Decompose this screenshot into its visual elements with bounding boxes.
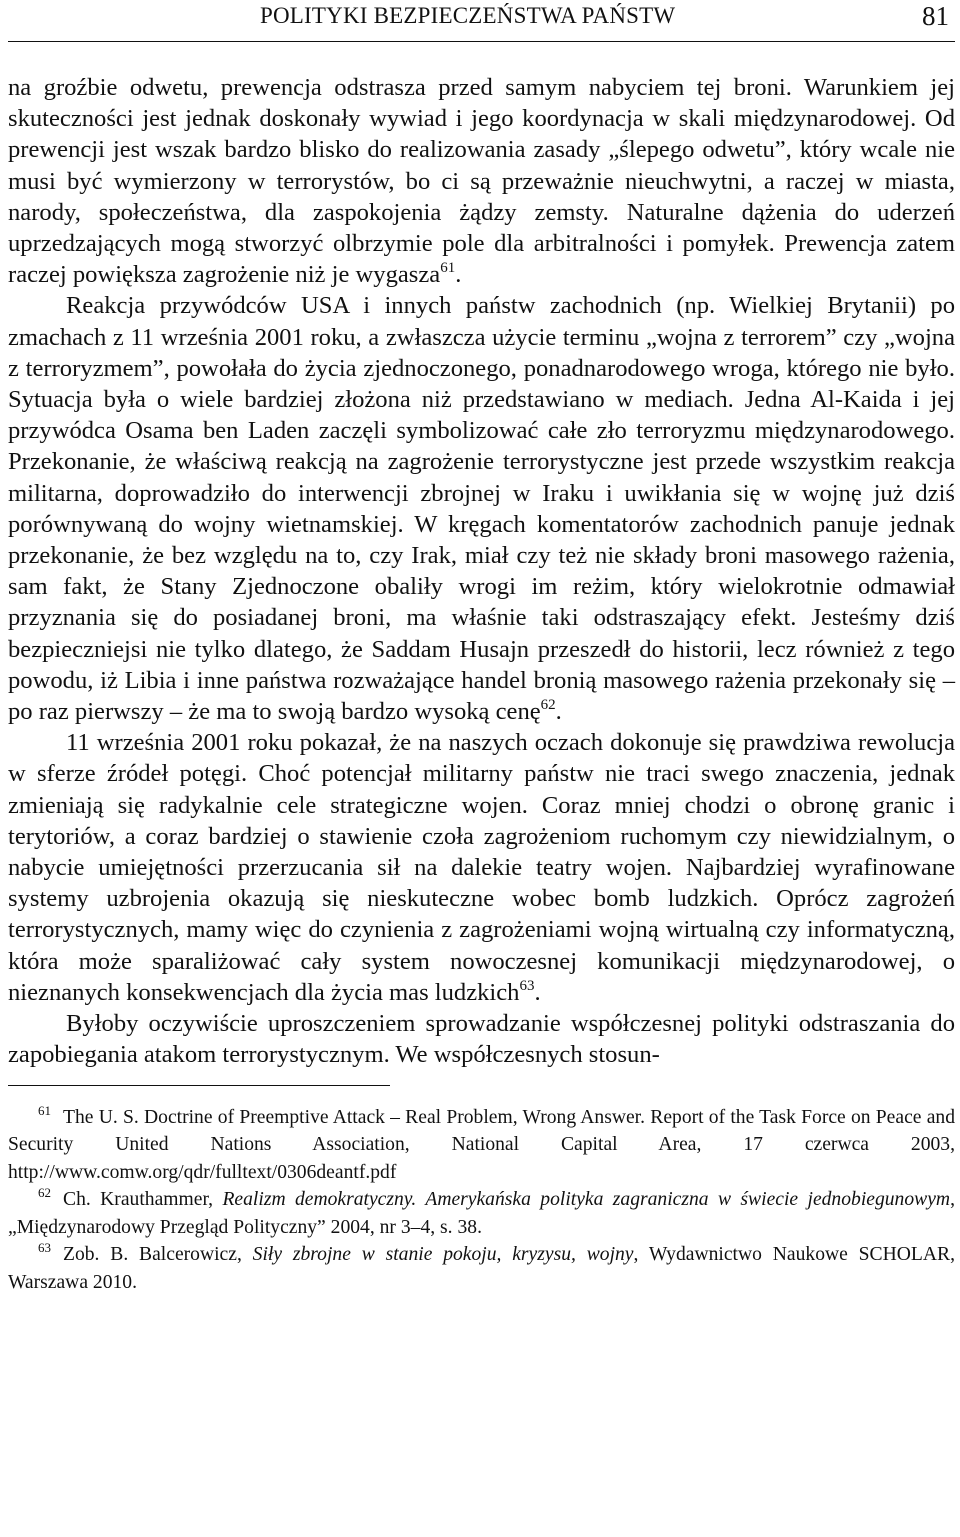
- footnote-author: Zob. B. Balcerowicz,: [63, 1244, 242, 1266]
- footnote-author: Ch. Krauthammer,: [63, 1189, 214, 1211]
- paragraph-text: 11 września 2001 roku pokazał, że na naszych oczach dokonuje się prawdziwa rewolucja w sferze źródeł potęgi. Choć potencjał militarny państw nie traci swego znaczenia, jednak zmieniają się radykalnie cele strategiczne wojen. Coraz mniej chodzi o obronę granic i terytoriów, a coraz bardziej o stawienie czoła zagrożeniom ruchomym czy niewidzialnym, o nabycie umiejętności przerzucania sił na dalekie teatry wojen. Najbardziej wyrafinowane systemy uzbrojenia okazują się nieskuteczne wobec bomb ludzkich. Oprócz zagrożeń terrorystycznych, mamy więc do czynienia z zagrożeniami wojną wirtualną czy informatyczną, która może sparaliżować cały system nowoczesnej komunikacji międzynarodowej, o nieznanych konsekwencjach dla życia mas ludzkich: [8, 729, 955, 1006]
- paragraph-1: [8, 72, 955, 290]
- footnote-text: The U. S. Doctrine of Preemptive Attack – Real Problem, Wrong Answer. Report of the Task Force on Peace and Security United Nations Association, National Capital Area, 17 czerwca 2003, http://www.comw.org/qdr/fulltext/0306deantf.pdf: [8, 1106, 955, 1183]
- footnote-ref-62[interactable]: 62: [540, 697, 556, 714]
- footnote-number: 61: [38, 1102, 51, 1118]
- book-page: [8, 0, 955, 1537]
- footnote-rest: , „Międzynarodowy Przegląd Polityczny” 2004, nr 3–4, s. 38.: [8, 1189, 955, 1238]
- footnote-ref-63[interactable]: 63: [519, 977, 535, 994]
- running-title: POLITYKI BEZPIECZEŃSTWA PAŃSTW: [260, 3, 676, 28]
- footnote-62: [8, 1186, 955, 1241]
- paragraph-2: [8, 290, 955, 727]
- page-number: 81: [922, 1, 949, 31]
- paragraph-text: na groźbie odwetu, prewencja odstrasza przed samym nabyciem tej broni. Warunkiem jej skuteczności jest jednak doskonały wywiad i jego koordynacja w skali międzynarodowej. Od prewencji jest wszak bardzo blisko do realizowania zasady „ślepego odwetu”, który wcale nie musi być wymierzony w terrorystów, bo ci są przeważnie nieuchwytni, a raczej w miasta, narody, społeczeństwa, dla zaspokojenia żądzy zemsty. Naturalne dążenia do uderzeń uprzedzających mogą stworzyć olbrzymie pole dla arbitralności i pomyłek. Prewencja zatem raczej powiększa zagrożenie niż je wygasza: [8, 74, 955, 289]
- footnote-title: Siły zbrojne w stanie pokoju, kryzysu, wojny: [252, 1244, 634, 1266]
- footnote-number: 63: [38, 1240, 51, 1256]
- paragraph-3: [8, 727, 955, 1008]
- footnote-title: Realizm demokratyczny. Amerykańska polityka zagraniczna w świecie jednobiegunowym: [222, 1189, 951, 1211]
- paragraph-end: .: [555, 698, 562, 726]
- footnote-separator: [8, 1085, 390, 1086]
- footnote-number: 62: [38, 1185, 51, 1201]
- paragraph-end: .: [534, 978, 541, 1006]
- paragraph-end: .: [455, 261, 462, 289]
- paragraph-text: Byłoby oczywiście uproszczeniem sprowadzanie współczesnej polityki odstraszania do zapobiegania atakom terrorystycznym. We współczesnych stosun-: [8, 1010, 955, 1069]
- paragraph-4: [8, 1008, 955, 1070]
- paragraph-text: Reakcja przywódców USA i innych państw zachodnich (np. Wielkiej Brytanii) po zmachach z 11 września 2001 roku, a zwłaszcza użycie terminu „wojna z terrorem” czy „wojna z terroryzmem”, powołała do życia zjednoczonego, ponadnarodowego wroga, którego nie było. Sytuacja była o wiele bardziej złożona niż przedstawiano w mediach. Jedna Al-Kaida i jej przywódca Osama ben Laden zaczęli symbolizować całe zło terroryzmu międzynarodowego. Przekonanie, że właściwą reakcją na zagrożenie terrorystyczne jest przede wszystkim reakcja militarna, doprowadziło do interwencji zbrojnej w Iraku i uwikłania się w wojnę już dziś porównywaną do wojny wietnamskiej. W kręgach komentatorów zachodnich panuje jednak przekonanie, że bez względu na to, czy Irak, miał czy też nie składy broni masowego rażenia, sam fakt, że Stany Zjednoczone obaliły wrogi im reżim, który wielokrotnie odmawiał przyznania się do posiadanej broni, ma właśnie taki odstraszający efekt. Jesteśmy dziś bezpieczniejsi nie tylko dlatego, że Saddam Husajn przeszedł do historii, lecz również z tego powodu, iż Libia i inne państwa rozważające handel bronią masowego rażenia przekonały się – po raz pierwszy – że ma to swoją bardzo wysoką cenę: [8, 292, 955, 726]
- main-text: [8, 72, 955, 1071]
- footnotes: [8, 1104, 955, 1297]
- footnote-61: [8, 1104, 955, 1187]
- footnote-rest: , Wydawnictwo Naukowe SCHOLAR, Warszawa 2010.: [8, 1244, 955, 1294]
- footnote-63: [8, 1241, 955, 1296]
- running-header: [8, 0, 955, 42]
- footnote-ref-61[interactable]: 61: [440, 260, 456, 277]
